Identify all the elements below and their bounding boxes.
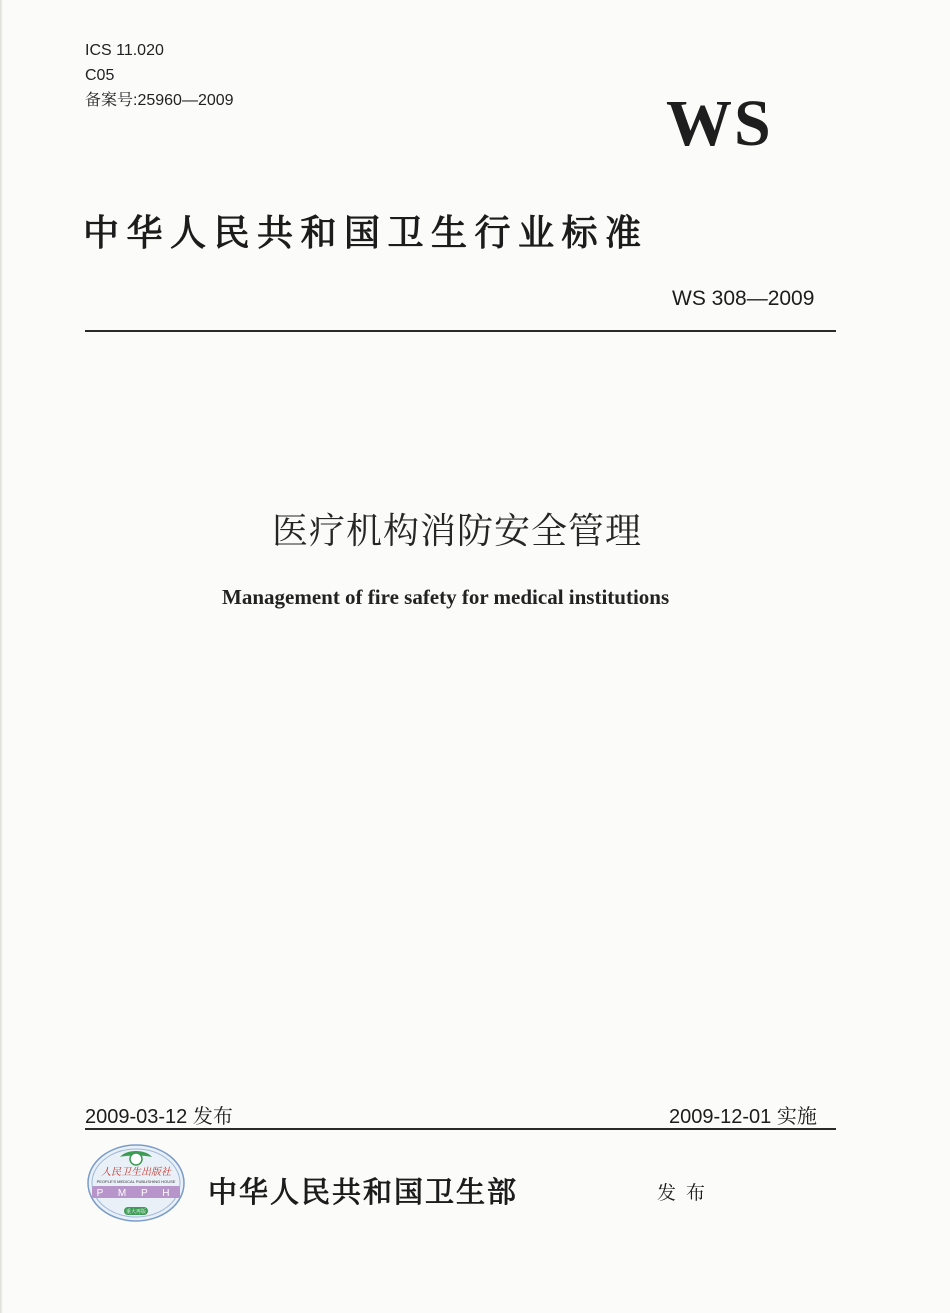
standard-category: 中华人民共和国卫生行业标准	[83, 212, 649, 254]
implement-date: 2009-12-01 实施	[669, 1106, 817, 1128]
svg-text:PEOPLE'S MEDICAL PUBLISHING HO: PEOPLE'S MEDICAL PUBLISHING HOUSE	[96, 1179, 176, 1184]
series-mark: WS	[666, 87, 773, 160]
publish-label: 发布	[657, 1182, 716, 1204]
scan-edge	[0, 0, 3, 1313]
classification-block	[85, 38, 234, 113]
svg-text:重大再版: 重大再版	[125, 1209, 147, 1215]
pmph-logo-icon	[86, 1143, 186, 1223]
svg-text:P M P H: P M P H	[96, 1188, 176, 1199]
document-title-zh	[0, 503, 950, 554]
issue-date: 2009-03-12 发布	[85, 1106, 233, 1128]
footer-divider	[85, 1128, 836, 1130]
ccs-code: C05	[85, 67, 115, 84]
standard-number: WS 308—2009	[672, 287, 815, 310]
svg-text:人民卫生出版社: 人民卫生出版社	[101, 1167, 171, 1178]
ics-code: ICS 11.020	[85, 42, 164, 59]
document-title-zh-text: 医疗机构消防安全管理	[271, 511, 642, 552]
publisher-name: 中华人民共和国卫生部	[208, 1175, 519, 1209]
filing-number: 备案号:25960—2009	[85, 92, 234, 109]
header-divider	[85, 330, 836, 332]
document-title-en: Management of fire safety for medical institutions	[222, 585, 670, 609]
